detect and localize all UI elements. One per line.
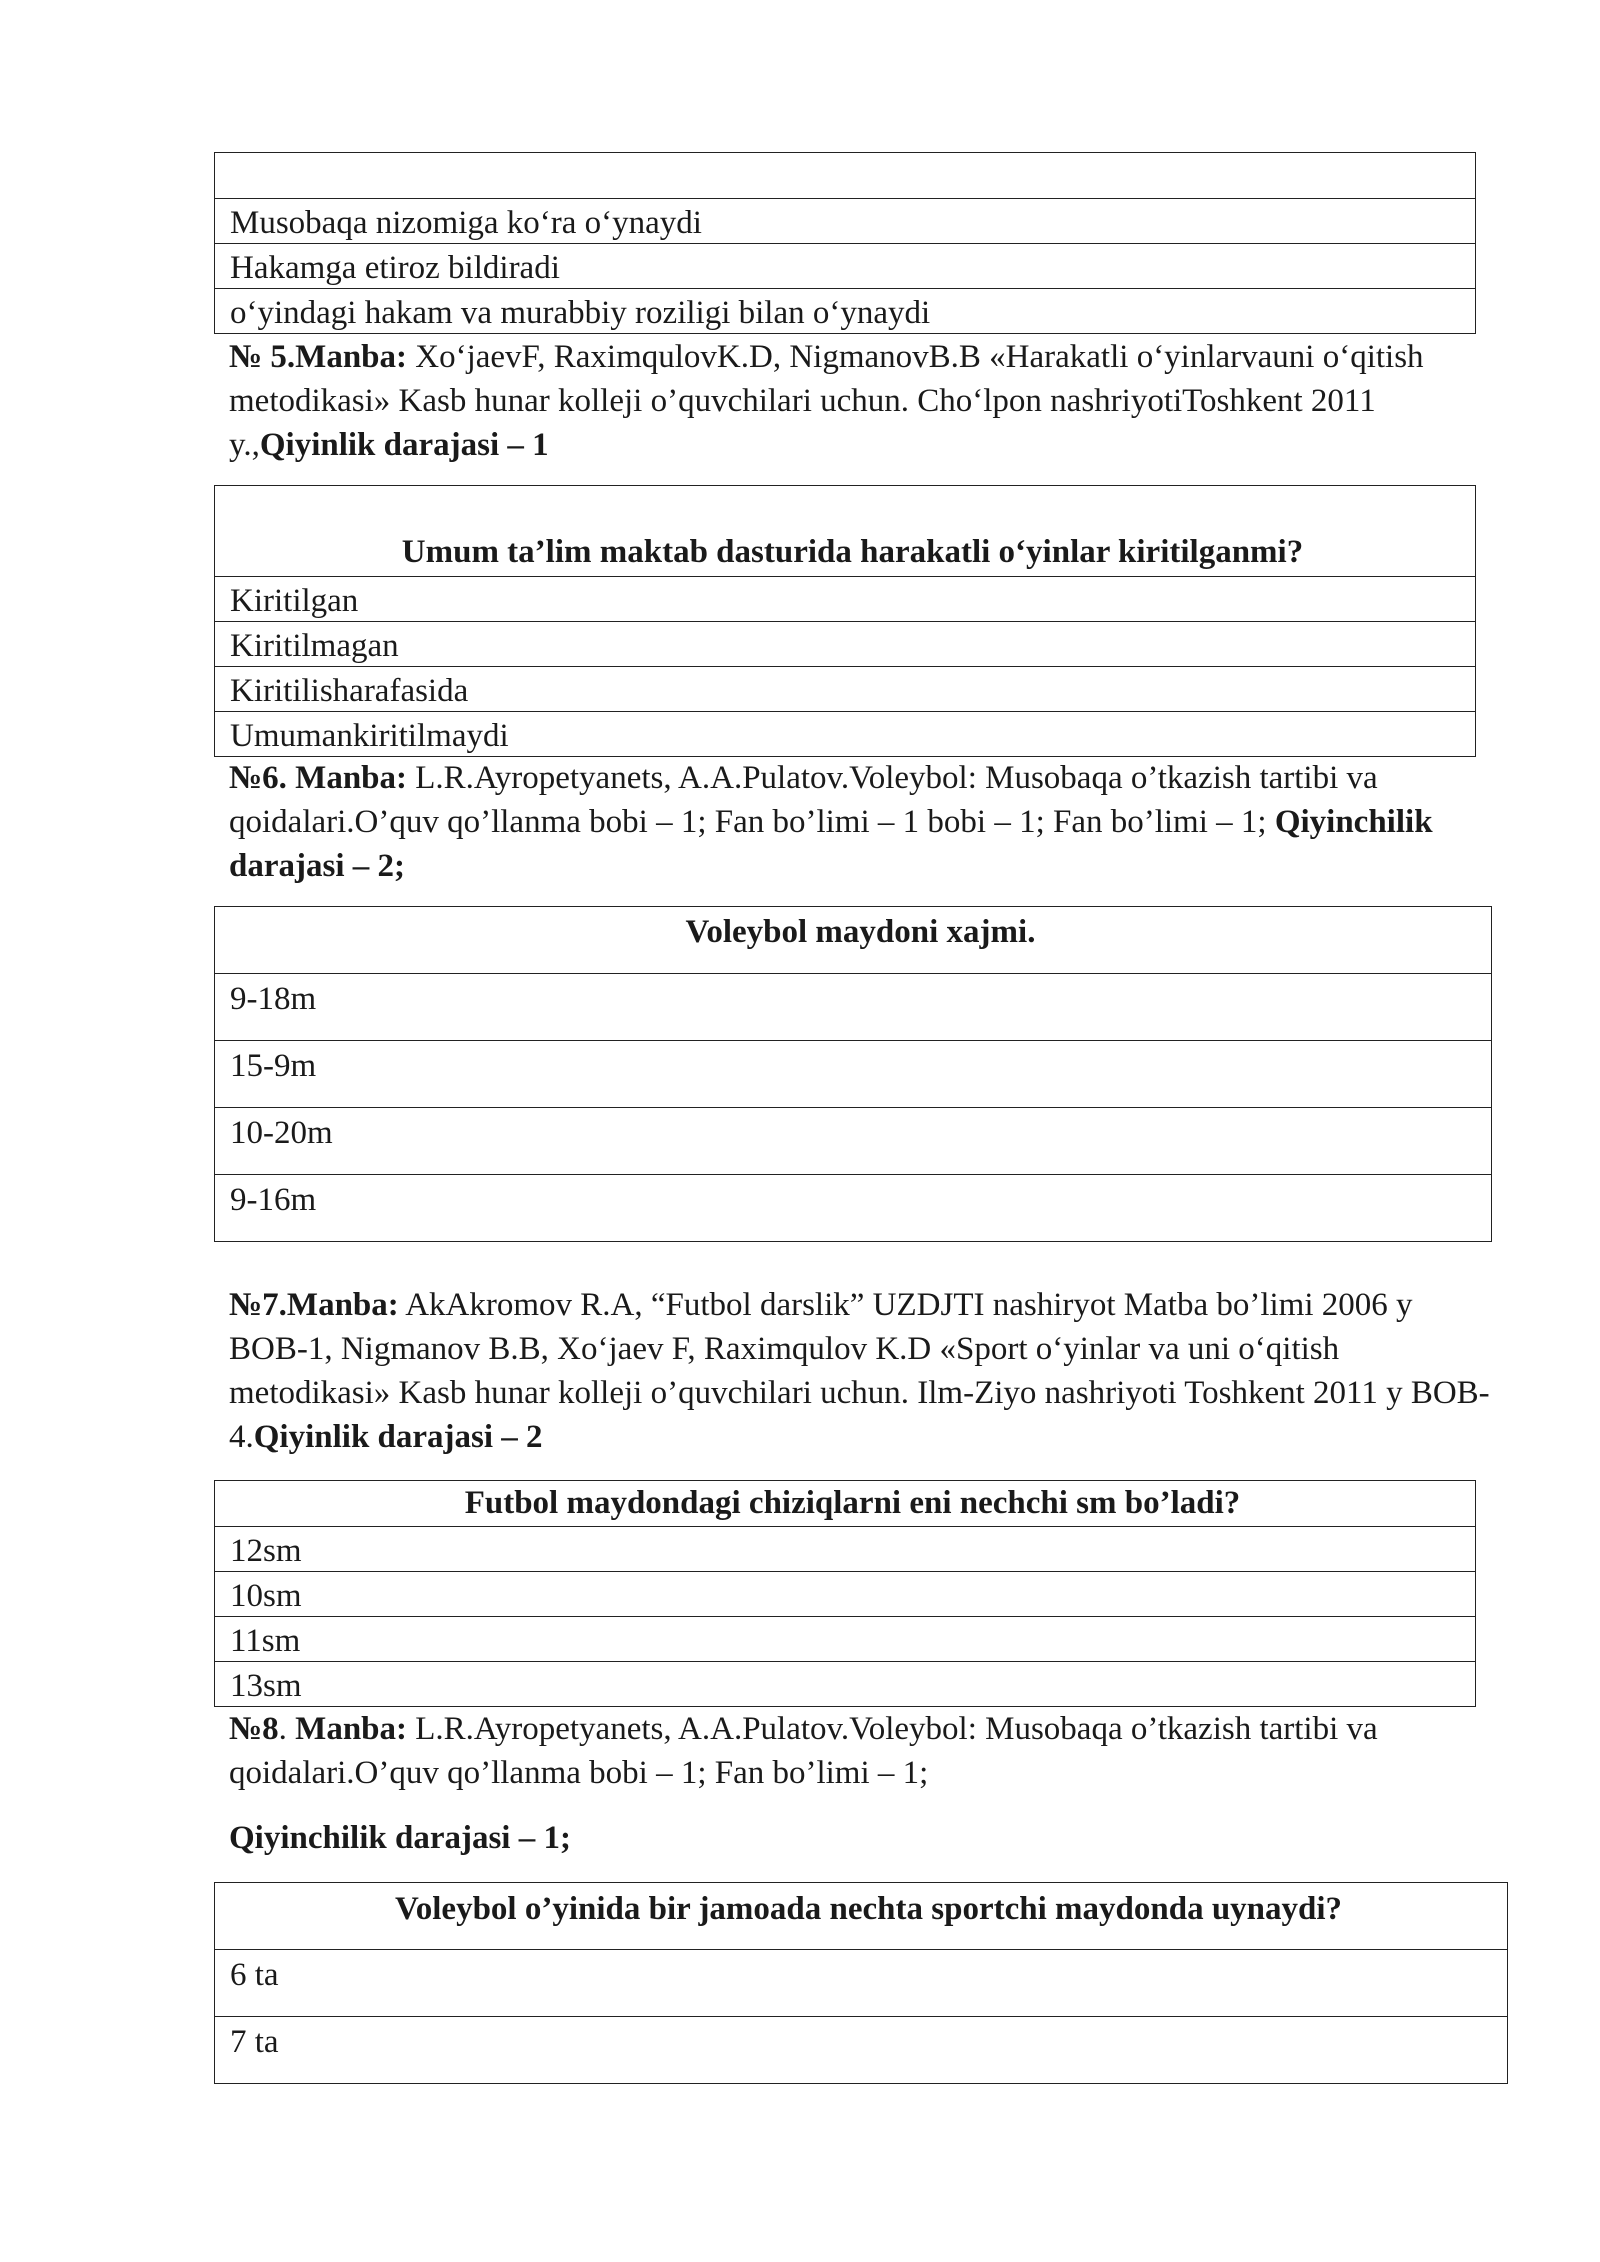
answer-option: Umumankiritilmaydi bbox=[215, 711, 1475, 756]
answer-option: Kiritilisharafasida bbox=[215, 666, 1475, 711]
answer-option: 10-20m bbox=[215, 1107, 1491, 1174]
source-text: Xo‘jaevF, RaximqulovK.D, NigmanovB.B «Harakatli o‘yinlarvauni o‘qitish metodikasi» Kasb hunar kolleji o’quvchilari uchun. Cho‘lpon nashriyotiToshkent 2011 y., bbox=[229, 339, 1424, 463]
answer-option: Musobaqa nizomiga ko‘ra o‘ynaydi bbox=[215, 198, 1475, 243]
answer-option: 10sm bbox=[215, 1571, 1475, 1616]
answer-option: Kiritilgan bbox=[215, 576, 1475, 621]
question-text: Umum ta’lim maktab dasturida harakatli o‘yinlar kiritilganmi? bbox=[401, 534, 1304, 570]
source-text: L.R.Ayropetyanets, A.A.Pulatov.Voleybol: Musobaqa o’tkazish tartibi va qoidalari.O’quv qo’llanma bobi – 1; Fan bo’limi – 1; bbox=[229, 1711, 1378, 1791]
answer-option: 13sm bbox=[215, 1661, 1475, 1706]
source-paragraph-q6 bbox=[229, 756, 1499, 888]
source-paragraph-q8 bbox=[229, 1707, 1499, 1795]
question-number: № 5. bbox=[229, 339, 296, 375]
difficulty-level: Qiyinchilik darajasi – 2; bbox=[229, 804, 1433, 884]
answer-option: 15-9m bbox=[215, 1040, 1491, 1107]
question-number: №8 bbox=[229, 1711, 279, 1747]
answer-table-q8 bbox=[214, 1882, 1508, 2084]
answer-option: 6 ta bbox=[215, 1949, 1507, 2016]
answer-option: Hakamga etiroz bildiradi bbox=[215, 243, 1475, 288]
table-header-row bbox=[215, 153, 1475, 198]
source-label: Manba: bbox=[295, 339, 408, 375]
question-number: №7. bbox=[229, 1287, 287, 1323]
answer-option: 11sm bbox=[215, 1616, 1475, 1661]
difficulty-level: Qiyinlik darajasi – 2 bbox=[253, 1419, 543, 1455]
number-suffix: . bbox=[278, 1711, 287, 1747]
question-text: Voleybol o’yinida bir jamoada nechta sportchi maydonda uynaydi? bbox=[394, 1891, 1343, 1927]
source-label: Manba: bbox=[286, 1287, 399, 1323]
source-label: Manba: bbox=[286, 760, 408, 796]
answer-option: 9-16m bbox=[215, 1174, 1491, 1241]
answer-option: Kiritilmagan bbox=[215, 621, 1475, 666]
question-number: №6. bbox=[229, 760, 287, 796]
source-paragraph-q5 bbox=[229, 335, 1499, 467]
difficulty-level: Qiyinlik darajasi – 1 bbox=[259, 427, 549, 463]
question-text: Voleybol maydoni xajmi. bbox=[685, 914, 1036, 950]
answer-table-q4 bbox=[214, 152, 1476, 334]
source-paragraph-q7 bbox=[229, 1283, 1499, 1459]
source-text: AkAkromov R.A, “Futbol darslik” UZDJTI nashiryot Matba bo’limi 2006 y BOB-1, Nigmanov B.B, Xo‘jaev F, Raximqulov K.D «Sport o‘yinlar va uni o‘qitish metodikasi» Kasb hunar kolleji o’quvchilari uchun. Ilm-Ziyo nashriyoti Toshkent 2011 y BOB-4. bbox=[229, 1287, 1490, 1455]
answer-table-q6 bbox=[214, 906, 1492, 1242]
answer-option: 12sm bbox=[215, 1526, 1475, 1571]
question-text: Futbol maydondagi chiziqlarni eni nechchi sm bo’ladi? bbox=[464, 1485, 1241, 1521]
answer-option: o‘yindagi hakam va murabbiy roziligi bilan o‘ynaydi bbox=[215, 288, 1475, 333]
answer-table-q5 bbox=[214, 485, 1476, 757]
answer-option: 9-18m bbox=[215, 973, 1491, 1040]
answer-table-q7 bbox=[214, 1480, 1476, 1707]
source-text: L.R.Ayropetyanets, A.A.Pulatov.Voleybol: Musobaqa o’tkazish tartibi va qoidalari.O’quv qo’llanma bobi – 1; Fan bo’limi – 1 bobi – 1; Fan bo’limi – 1; bbox=[229, 760, 1378, 840]
answer-option: 7 ta bbox=[215, 2016, 1507, 2083]
difficulty-line-q8 bbox=[229, 1816, 1499, 1860]
difficulty-level: Qiyinchilik darajasi – 1; bbox=[229, 1820, 571, 1856]
source-label: Manba: bbox=[286, 1711, 408, 1747]
